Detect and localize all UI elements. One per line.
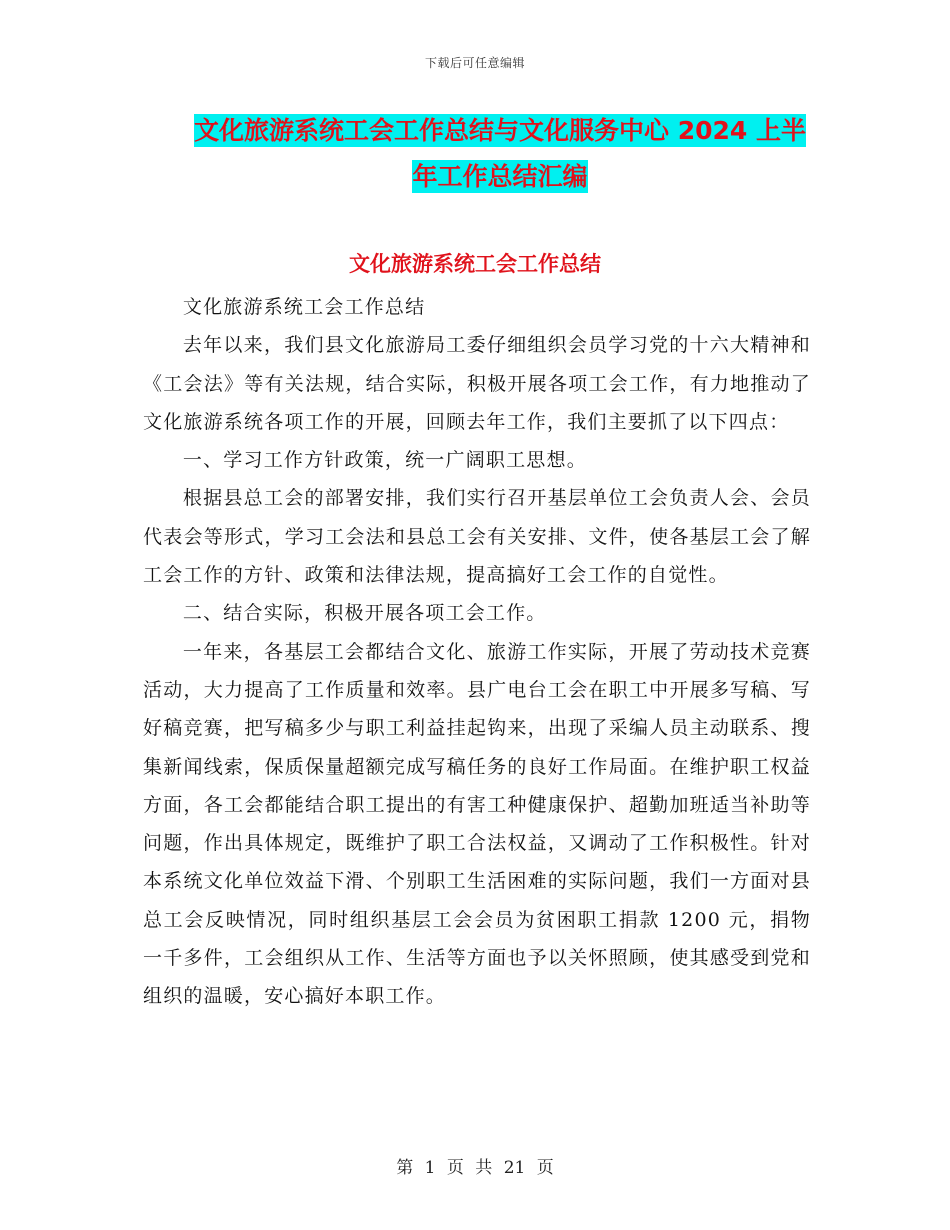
paragraph: 去年以来，我们县文化旅游局工委仔细组织会员学习党的十六大精神和《工会法》等有关法规，结合实际，积极开展各项工会工作，有力地推动了文化旅游系统各项工作的开展，回顾去年工作，我们主要抓了以下四点： — [143, 334, 811, 433]
header-note: 下载后可任意编辑 — [424, 56, 525, 70]
section-title: 文化旅游系统工会工作总结 — [349, 252, 601, 276]
paragraph: 一年来，各基层工会都结合文化、旅游工作实际，开展了劳动技术竞赛活动，大力提高了工作质量和效率。县广电台工会在职工中开展多写稿、写好稿竞赛，把写稿多少与职工利益挂起钩来，出现了采编人员主动联系、搜集新闻线索，保质保量超额完成写稿任务的良好工作局面。在维护职工权益方面，各工会都能结合职工提出的有害工种健康保护、超勤加班适当补助等问题，作出具体规定，既维护了职工合法权益，又调动了工作积极性。针对本系统文化单位效益下滑、个别职工生活困难的实际问题，我们一方面对县总工会反映情况，同时组织基层工会会员为贫困职工捐款 1200 元，捐物一千多件，工会组织从工作、生活等方面也予以关怀照顾，使其感受到党和组织的温暖，安心搞好本职工作。 — [143, 640, 811, 1008]
document-title — [140, 108, 860, 200]
paragraph: 二、结合实际，积极开展各项工会工作。 — [182, 602, 547, 625]
page-footer: 第 1 页 共 21 页 — [396, 1158, 554, 1178]
title-line-1: 文化旅游系统工会工作总结与文化服务中心 2024 上半 — [194, 116, 806, 145]
paragraph: 根据县总工会的部署安排，我们实行召开基层单位工会负责人会、会员代表会等形式，学习工会法和县总工会有关安排、文件，使各基层工会了解工会工作的方针、政策和法律法规，提高搞好工会工作的自觉性。 — [143, 487, 811, 587]
paragraph: 文化旅游系统工会工作总结 — [182, 296, 426, 318]
body-text — [143, 288, 811, 1016]
paragraph: 一、学习工作方针政策，统一广阔职工思想。 — [182, 449, 587, 472]
title-line-2: 年工作总结汇编 — [412, 162, 588, 191]
